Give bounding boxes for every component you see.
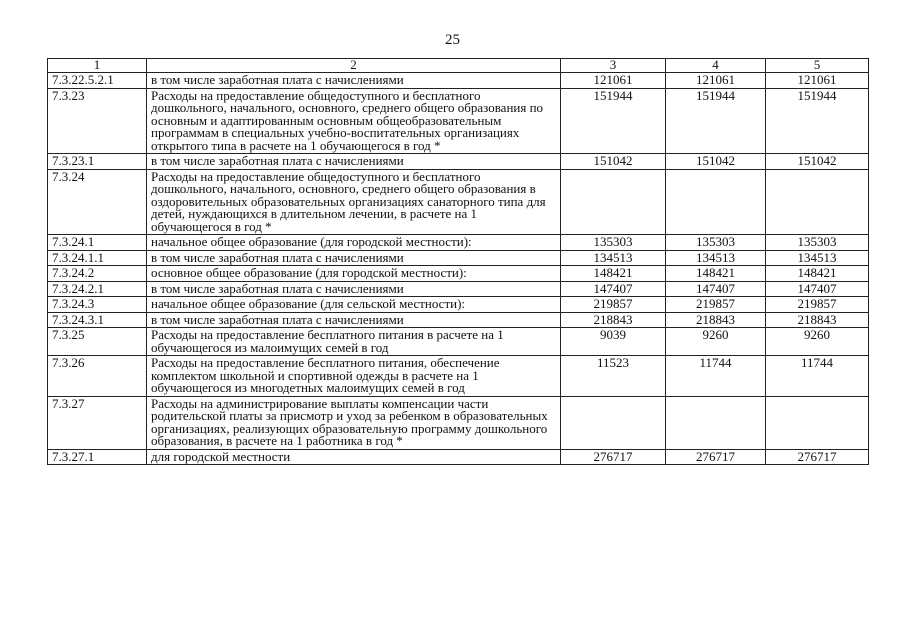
row-description: Расходы на администрирование выплаты компенсации части родительской платы за присмотр и уход за ребенком в образовательных организациях, реализующих образовательную программу дошкольного образования, в расчете на 1 работника в год * bbox=[147, 396, 561, 449]
value-col-5 bbox=[766, 396, 869, 449]
value-col-3: 218843 bbox=[561, 312, 666, 328]
value-col-3: 147407 bbox=[561, 281, 666, 297]
row-description: в том числе заработная плата с начислениями bbox=[147, 281, 561, 297]
row-code: 7.3.24.1 bbox=[48, 235, 147, 251]
value-col-4: 218843 bbox=[666, 312, 766, 328]
row-description: начальное общее образование (для сельской местности): bbox=[147, 297, 561, 313]
header-row bbox=[48, 59, 869, 73]
value-col-4: 134513 bbox=[666, 250, 766, 266]
table-row bbox=[48, 297, 869, 313]
budget-table bbox=[47, 58, 869, 465]
value-col-3: 219857 bbox=[561, 297, 666, 313]
column-header: 1 bbox=[48, 59, 147, 73]
value-col-5: 121061 bbox=[766, 73, 869, 89]
value-col-5: 276717 bbox=[766, 449, 869, 465]
value-col-4: 148421 bbox=[666, 266, 766, 282]
value-col-3: 134513 bbox=[561, 250, 666, 266]
row-description: Расходы на предоставление бесплатного питания, обеспечение комплектом школьной и спортивной одежды в расчете на 1 обучающегося из многодетных малоимущих семей в год bbox=[147, 356, 561, 397]
row-code: 7.3.24.2 bbox=[48, 266, 147, 282]
value-col-5: 218843 bbox=[766, 312, 869, 328]
value-col-3: 11523 bbox=[561, 356, 666, 397]
row-description: в том числе заработная плата с начислениями bbox=[147, 154, 561, 170]
row-code: 7.3.24 bbox=[48, 169, 147, 235]
table-row bbox=[48, 449, 869, 465]
value-col-3: 135303 bbox=[561, 235, 666, 251]
row-code: 7.3.25 bbox=[48, 328, 147, 356]
value-col-5: 135303 bbox=[766, 235, 869, 251]
value-col-5: 151042 bbox=[766, 154, 869, 170]
value-col-4 bbox=[666, 396, 766, 449]
value-col-3: 151944 bbox=[561, 88, 666, 154]
table-row bbox=[48, 266, 869, 282]
value-col-4: 135303 bbox=[666, 235, 766, 251]
row-description: начальное общее образование (для городской местности): bbox=[147, 235, 561, 251]
value-col-4 bbox=[666, 169, 766, 235]
value-col-4: 219857 bbox=[666, 297, 766, 313]
value-col-3: 151042 bbox=[561, 154, 666, 170]
table-row bbox=[48, 328, 869, 356]
table-row bbox=[48, 281, 869, 297]
row-code: 7.3.23 bbox=[48, 88, 147, 154]
table-row bbox=[48, 312, 869, 328]
value-col-5: 148421 bbox=[766, 266, 869, 282]
page-number: 25 bbox=[445, 32, 460, 48]
value-col-3: 9039 bbox=[561, 328, 666, 356]
value-col-5: 219857 bbox=[766, 297, 869, 313]
row-description: основное общее образование (для городской местности): bbox=[147, 266, 561, 282]
value-col-3: 276717 bbox=[561, 449, 666, 465]
table-row bbox=[48, 169, 869, 235]
value-col-5: 151944 bbox=[766, 88, 869, 154]
table-row bbox=[48, 235, 869, 251]
row-code: 7.3.24.3 bbox=[48, 297, 147, 313]
value-col-4: 121061 bbox=[666, 73, 766, 89]
row-description: в том числе заработная плата с начислениями bbox=[147, 73, 561, 89]
value-col-3: 121061 bbox=[561, 73, 666, 89]
table-row bbox=[48, 88, 869, 154]
value-col-5: 147407 bbox=[766, 281, 869, 297]
row-description: Расходы на предоставление бесплатного питания в расчете на 1 обучающегося из малоимущих семей в год bbox=[147, 328, 561, 356]
value-col-4: 9260 bbox=[666, 328, 766, 356]
value-col-4: 11744 bbox=[666, 356, 766, 397]
table-row bbox=[48, 250, 869, 266]
row-code: 7.3.24.3.1 bbox=[48, 312, 147, 328]
row-code: 7.3.26 bbox=[48, 356, 147, 397]
value-col-4: 147407 bbox=[666, 281, 766, 297]
row-code: 7.3.27 bbox=[48, 396, 147, 449]
column-header: 3 bbox=[561, 59, 666, 73]
row-description: для городской местности bbox=[147, 449, 561, 465]
row-code: 7.3.24.2.1 bbox=[48, 281, 147, 297]
value-col-4: 151042 bbox=[666, 154, 766, 170]
value-col-5 bbox=[766, 169, 869, 235]
row-code: 7.3.23.1 bbox=[48, 154, 147, 170]
row-description: в том числе заработная плата с начислениями bbox=[147, 312, 561, 328]
column-header: 4 bbox=[666, 59, 766, 73]
value-col-4: 276717 bbox=[666, 449, 766, 465]
row-code: 7.3.24.1.1 bbox=[48, 250, 147, 266]
table-row bbox=[48, 356, 869, 397]
row-code: 7.3.22.5.2.1 bbox=[48, 73, 147, 89]
value-col-5: 11744 bbox=[766, 356, 869, 397]
table-row bbox=[48, 396, 869, 449]
table-row bbox=[48, 73, 869, 89]
value-col-5: 9260 bbox=[766, 328, 869, 356]
row-description: в том числе заработная плата с начислениями bbox=[147, 250, 561, 266]
value-col-3 bbox=[561, 396, 666, 449]
row-code: 7.3.27.1 bbox=[48, 449, 147, 465]
value-col-5: 134513 bbox=[766, 250, 869, 266]
column-header: 5 bbox=[766, 59, 869, 73]
value-col-3 bbox=[561, 169, 666, 235]
row-description: Расходы на предоставление общедоступного и бесплатного дошкольного, начального, основного, среднего общего образования в оздоровительных образовательных организациях санаторного типа для детей, нуждающихся в длительном лечении, в расчете на 1 обучающегося в год * bbox=[147, 169, 561, 235]
column-header: 2 bbox=[147, 59, 561, 73]
row-description: Расходы на предоставление общедоступного и бесплатного дошкольного, начального, основного, среднего общего образования по основным и адаптированным основным общеобразовательным программам в специальных учебно-воспитательных организациях открытого типа в расчете на 1 обучающегося в год * bbox=[147, 88, 561, 154]
value-col-3: 148421 bbox=[561, 266, 666, 282]
table-row bbox=[48, 154, 869, 170]
value-col-4: 151944 bbox=[666, 88, 766, 154]
